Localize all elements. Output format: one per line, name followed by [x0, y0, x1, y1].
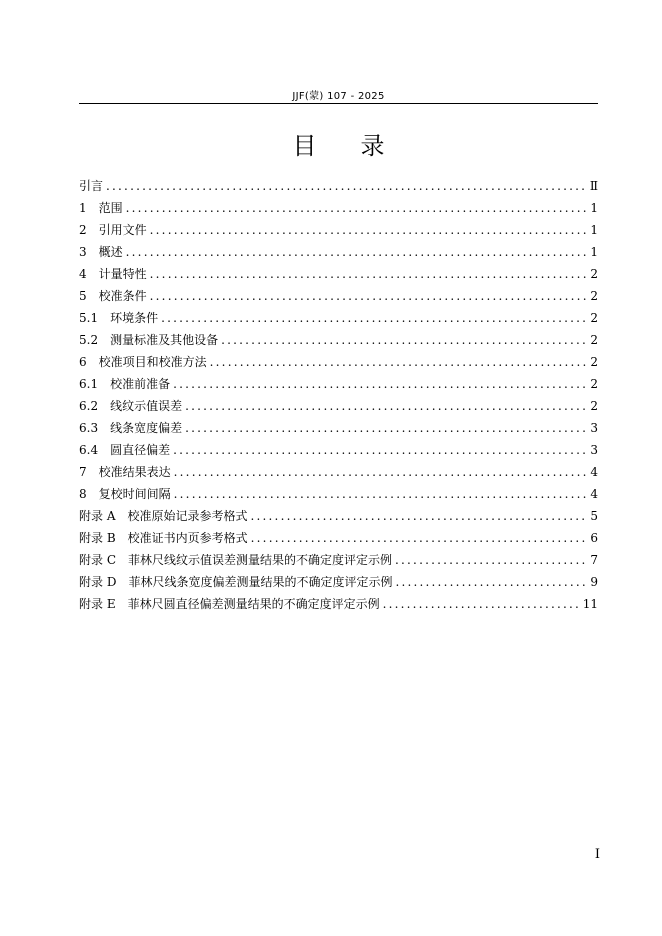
toc-entry[interactable]: [79, 175, 598, 197]
toc-leader-dots: [150, 263, 587, 285]
page-title: 目录: [292, 132, 429, 160]
toc-entry-label: 校准前准备: [110, 377, 171, 391]
toc-entry-page: 2: [590, 333, 598, 347]
toc-entry[interactable]: [79, 219, 598, 241]
toc-entry[interactable]: [79, 417, 598, 439]
toc-entry-number: 2: [79, 223, 87, 237]
toc-leader-dots: [185, 417, 587, 439]
toc-entry-number: 附录 D: [79, 575, 117, 589]
toc-entry-page: 2: [590, 267, 598, 281]
toc-entry[interactable]: [79, 329, 598, 351]
toc-entry-label: 菲林尺线条宽度偏差测量结果的不确定度评定示例: [128, 575, 393, 589]
toc-entry-number: 6.1: [79, 377, 99, 391]
toc-entry-label: 菲林尺圆直径偏差测量结果的不确定度评定示例: [127, 597, 380, 611]
toc-leader-dots: [395, 571, 587, 593]
toc-entry-page: 2: [590, 399, 598, 413]
page-number: I: [594, 847, 600, 862]
toc-leader-dots: [395, 549, 587, 571]
toc-entry-label: 校准原始记录参考格式: [127, 509, 248, 523]
toc-entry[interactable]: [79, 373, 598, 395]
toc-entry-label: 计量特性: [98, 267, 147, 281]
toc-entry-page: 1: [590, 223, 598, 237]
toc-leader-dots: [221, 329, 587, 351]
toc-entry[interactable]: [79, 439, 598, 461]
document-code-header: JJF(蒙) 107 - 2025: [292, 91, 385, 102]
toc-entry-number: 附录 B: [79, 531, 116, 545]
toc-leader-dots: [150, 219, 587, 241]
toc-entry-page: 2: [590, 289, 598, 303]
toc-leader-dots: [174, 483, 587, 505]
toc-entry[interactable]: [79, 307, 598, 329]
toc-entry-page: 2: [590, 311, 598, 325]
toc-entry-label: 概述: [98, 245, 123, 259]
toc-entry[interactable]: [79, 285, 598, 307]
toc-entry[interactable]: [79, 549, 598, 571]
toc-entry-page: 3: [590, 443, 598, 457]
toc-entry-page: 1: [590, 201, 598, 215]
toc-entry-label: 线纹示值误差: [110, 399, 183, 413]
toc-entry-number: 附录 A: [79, 509, 116, 523]
toc-entry-label: 引言: [79, 179, 104, 193]
toc-leader-dots: [126, 241, 587, 263]
toc-entry-label: 校准结果表达: [98, 465, 171, 479]
toc-leader-dots: [185, 395, 587, 417]
toc-entry-page: 6: [590, 531, 598, 545]
toc-entry[interactable]: [79, 593, 598, 615]
toc-leader-dots: [251, 505, 588, 527]
toc-leader-dots: [174, 461, 587, 483]
toc-entry-label: 菲林尺线纹示值误差测量结果的不确定度评定示例: [128, 553, 393, 567]
toc-leader-dots: [106, 175, 587, 197]
header-rule: [79, 103, 598, 104]
toc-entry-page: Ⅱ: [589, 179, 598, 193]
toc-entry[interactable]: [79, 527, 598, 549]
toc-entry-label: 引用文件: [98, 223, 147, 237]
toc-entry-page: 11: [582, 597, 598, 611]
toc-entry-number: 6.2: [79, 399, 99, 413]
toc-entry-label: 环境条件: [110, 311, 159, 325]
toc-entry-number: 6.3: [79, 421, 99, 435]
toc-leader-dots: [251, 527, 587, 549]
toc-entry-number: 3: [79, 245, 87, 259]
toc-entry-page: 5: [590, 509, 598, 523]
toc-leader-dots: [126, 197, 587, 219]
toc-entry-number: 6: [79, 355, 87, 369]
toc-entry-label: 范围: [98, 201, 123, 215]
toc-entry[interactable]: [79, 483, 598, 505]
toc-entry[interactable]: [79, 505, 598, 527]
toc-entry-number: 5.2: [79, 333, 99, 347]
toc-entry-number: 5.1: [79, 311, 99, 325]
toc-entry-page: 9: [590, 575, 598, 589]
toc-entry[interactable]: [79, 263, 598, 285]
toc-leader-dots: [383, 593, 580, 615]
toc-entry[interactable]: [79, 351, 598, 373]
toc-leader-dots: [150, 285, 587, 307]
toc-entry-number: 附录 E: [79, 597, 116, 611]
toc-entry-number: 7: [79, 465, 87, 479]
toc-entry[interactable]: [79, 197, 598, 219]
toc-entry-label: 校准项目和校准方法: [98, 355, 207, 369]
toc-entry-number: 4: [79, 267, 87, 281]
toc-leader-dots: [173, 439, 587, 461]
toc-entry[interactable]: [79, 461, 598, 483]
toc-entry-label: 校准条件: [98, 289, 147, 303]
toc-entry-label: 线条宽度偏差: [110, 421, 183, 435]
toc-entry-page: 2: [590, 355, 598, 369]
toc-entry[interactable]: [79, 571, 598, 593]
toc-entry-label: 校准证书内页参考格式: [127, 531, 248, 545]
toc-entry-label: 测量标准及其他设备: [110, 333, 219, 347]
toc-entry-page: 4: [590, 465, 598, 479]
toc-entry-page: 2: [590, 377, 598, 391]
toc-entry[interactable]: [79, 241, 598, 263]
toc-entry-label: 圆直径偏差: [110, 443, 171, 457]
toc-entry-page: 7: [590, 553, 598, 567]
toc-entry-number: 5: [79, 289, 87, 303]
toc-leader-dots: [210, 351, 587, 373]
toc-entry-label: 复校时间间隔: [98, 487, 171, 501]
toc-entry-number: 6.4: [79, 443, 99, 457]
toc-entry-number: 1: [79, 201, 87, 215]
toc-entry-page: 4: [590, 487, 598, 501]
toc-entry[interactable]: [79, 395, 598, 417]
toc-leader-dots: [173, 373, 587, 395]
toc-leader-dots: [161, 307, 587, 329]
toc-entry-number: 附录 C: [79, 553, 116, 567]
toc-entry-number: 8: [79, 487, 87, 501]
toc-entry-page: 3: [590, 421, 598, 435]
toc-entry-page: 1: [590, 245, 598, 259]
table-of-contents: [79, 175, 598, 615]
